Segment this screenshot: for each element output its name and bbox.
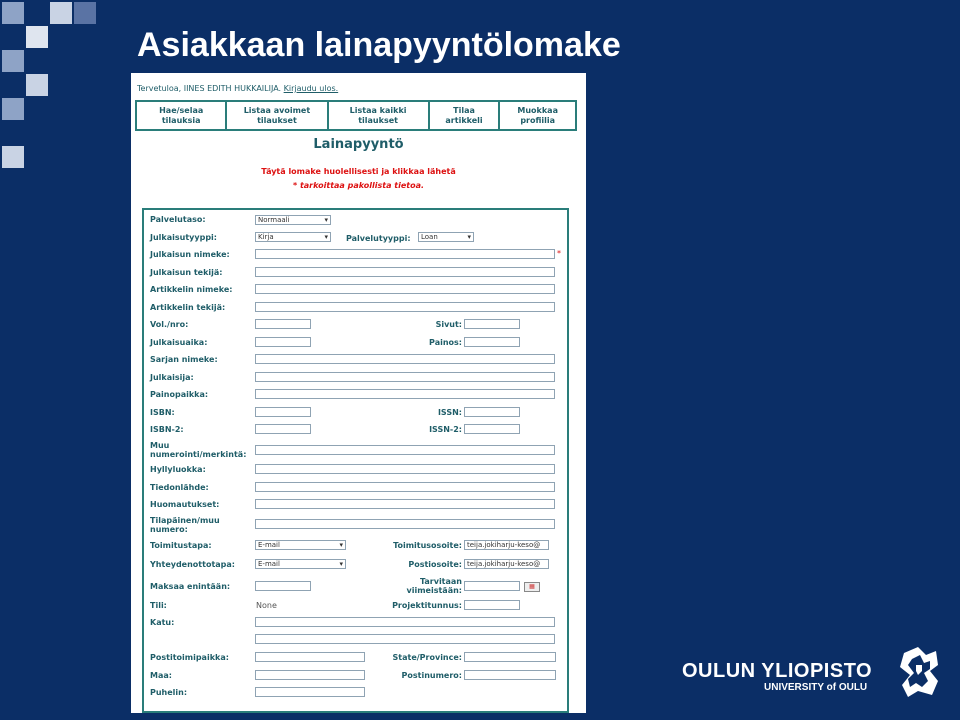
logout-link[interactable]: Kirjaudu ulos. bbox=[283, 84, 339, 93]
decor-square bbox=[2, 146, 24, 168]
phone-input[interactable] bbox=[255, 687, 365, 697]
street-input-2[interactable] bbox=[255, 634, 555, 644]
university-emblem-icon bbox=[898, 645, 942, 699]
notes-input[interactable] bbox=[255, 499, 555, 509]
isbn-label: ISBN: bbox=[150, 408, 175, 417]
max-cost-label: Maksaa enintään: bbox=[150, 582, 231, 591]
service-type-label: Palvelutyyppi: bbox=[346, 234, 411, 243]
pub-date-input[interactable] bbox=[255, 337, 311, 347]
service-level-label: Palvelutaso: bbox=[150, 215, 206, 224]
required-marker: * bbox=[557, 249, 561, 258]
issn-label: ISSN: bbox=[437, 408, 462, 417]
decor-square bbox=[50, 2, 72, 24]
delivery-method-select[interactable]: E-mail ▾ bbox=[255, 540, 346, 550]
source-label: Tiedonlähde: bbox=[150, 483, 209, 492]
pub-place-input[interactable] bbox=[255, 389, 555, 399]
calendar-icon[interactable]: ▦ bbox=[524, 582, 540, 592]
publisher-input[interactable] bbox=[255, 372, 555, 382]
contact-method-label: Yhteydenottotapa: bbox=[150, 560, 235, 569]
isbn2-input[interactable] bbox=[255, 424, 311, 434]
decor-square bbox=[26, 74, 48, 96]
welcome-bar bbox=[137, 84, 338, 93]
series-input[interactable] bbox=[255, 354, 555, 364]
issn2-label: ISSN-2: bbox=[429, 425, 462, 434]
issn-input[interactable] bbox=[464, 407, 520, 417]
loan-request-form bbox=[142, 208, 569, 713]
pages-input[interactable] bbox=[464, 319, 520, 329]
email-address-input[interactable]: teija.jokiharju-keso@ bbox=[464, 559, 549, 569]
isbn2-label: ISBN-2: bbox=[150, 425, 184, 434]
other-numbering-label: Muu numerointi/merkintä: bbox=[150, 441, 247, 459]
delivery-address-input[interactable]: teija.jokiharju-keso@ bbox=[464, 540, 549, 550]
publication-type-label: Julkaisutyyppi: bbox=[150, 233, 217, 242]
account-value: None bbox=[256, 601, 277, 610]
nav-list-open-orders[interactable]: Listaa avoimet tilaukset bbox=[227, 102, 328, 129]
source-input[interactable] bbox=[255, 482, 555, 492]
temp-number-label: Tilapäinen/muu numero: bbox=[150, 516, 220, 534]
form-instruction: Täytä lomake huolellisesti ja klikkaa lähetä bbox=[261, 167, 456, 176]
street-label: Katu: bbox=[150, 618, 175, 627]
postal-code-label: Postinumero: bbox=[401, 671, 462, 680]
pub-date-label: Julkaisuaika: bbox=[150, 338, 208, 347]
decor-square bbox=[2, 2, 24, 24]
state-input[interactable] bbox=[464, 652, 556, 662]
slide-title: Asiakkaan lainapyyntölomake bbox=[137, 26, 621, 64]
university-subtitle: UNIVERSITY of OULU bbox=[764, 682, 868, 693]
service-level-select[interactable]: Normaali ▾ bbox=[255, 215, 331, 225]
notes-label: Huomautukset: bbox=[150, 500, 220, 509]
volume-input[interactable] bbox=[255, 319, 311, 329]
article-author-input[interactable] bbox=[255, 302, 555, 312]
phone-label: Puhelin: bbox=[150, 688, 188, 697]
welcome-text: Tervetuloa, IINES EDITH HUKKAILIJA. bbox=[137, 84, 282, 93]
edition-label: Painos: bbox=[429, 338, 462, 347]
isbn-input[interactable] bbox=[255, 407, 311, 417]
pub-title-label: Julkaisun nimeke: bbox=[150, 250, 230, 259]
required-note: * tarkoittaa pakollista tietoa. bbox=[292, 181, 425, 190]
delivery-address-label: Toimitusosoite: bbox=[393, 541, 462, 550]
account-label: Tili: bbox=[150, 601, 167, 610]
decor-square bbox=[2, 50, 24, 72]
publisher-label: Julkaisija: bbox=[150, 373, 194, 382]
university-logo-text bbox=[682, 660, 873, 693]
max-cost-input[interactable] bbox=[255, 581, 311, 591]
nav-order-article[interactable]: Tilaa artikkeli bbox=[430, 102, 501, 129]
city-input[interactable] bbox=[255, 652, 365, 662]
series-label: Sarjan nimeke: bbox=[150, 355, 218, 364]
decor-square bbox=[26, 26, 48, 48]
nav-search-orders[interactable]: Hae/selaa tilauksia bbox=[137, 102, 227, 129]
decor-square bbox=[74, 2, 96, 24]
service-type-select[interactable]: Loan ▾ bbox=[418, 232, 474, 242]
pub-title-input[interactable] bbox=[255, 249, 555, 259]
pages-label: Sivut: bbox=[435, 320, 462, 329]
article-title-input[interactable] bbox=[255, 284, 555, 294]
country-label: Maa: bbox=[150, 671, 172, 680]
needed-by-input[interactable] bbox=[464, 581, 520, 591]
form-screenshot bbox=[131, 73, 586, 713]
postal-code-input[interactable] bbox=[464, 670, 556, 680]
shelf-class-input[interactable] bbox=[255, 464, 555, 474]
shelf-class-label: Hyllyluokka: bbox=[150, 465, 206, 474]
nav-list-all-orders[interactable]: Listaa kaikki tilaukset bbox=[329, 102, 430, 129]
temp-number-input[interactable] bbox=[255, 519, 555, 529]
delivery-method-label: Toimitustapa: bbox=[150, 541, 212, 550]
project-id-input[interactable] bbox=[464, 600, 520, 610]
publication-type-select[interactable]: Kirja ▾ bbox=[255, 232, 331, 242]
city-label: Postitoimipaikka: bbox=[150, 653, 229, 662]
other-numbering-input[interactable] bbox=[255, 445, 555, 455]
street-input-1[interactable] bbox=[255, 617, 555, 627]
state-label: State/Province: bbox=[392, 653, 462, 662]
university-name: OULUN YLIOPISTO bbox=[682, 660, 873, 682]
decor-square bbox=[2, 98, 24, 120]
email-address-label: Postiosoite: bbox=[408, 560, 462, 569]
project-id-label: Projektitunnus: bbox=[392, 601, 462, 610]
article-author-label: Artikkelin tekijä: bbox=[150, 303, 226, 312]
form-title: Lainapyyntö bbox=[313, 137, 404, 152]
nav-edit-profile[interactable]: Muokkaa profiilia bbox=[517, 105, 558, 125]
country-input[interactable] bbox=[255, 670, 365, 680]
pub-place-label: Painopaikka: bbox=[150, 390, 209, 399]
main-nav bbox=[135, 100, 577, 131]
pub-author-input[interactable] bbox=[255, 267, 555, 277]
needed-by-label: Tarvitaan viimeistään: bbox=[406, 577, 462, 595]
volume-label: Vol./nro: bbox=[150, 320, 189, 329]
article-title-label: Artikkelin nimeke: bbox=[150, 285, 233, 294]
issn2-input[interactable] bbox=[464, 424, 520, 434]
contact-method-select[interactable]: E-mail ▾ bbox=[255, 559, 346, 569]
edition-input[interactable] bbox=[464, 337, 520, 347]
pub-author-label: Julkaisun tekijä: bbox=[150, 268, 223, 277]
